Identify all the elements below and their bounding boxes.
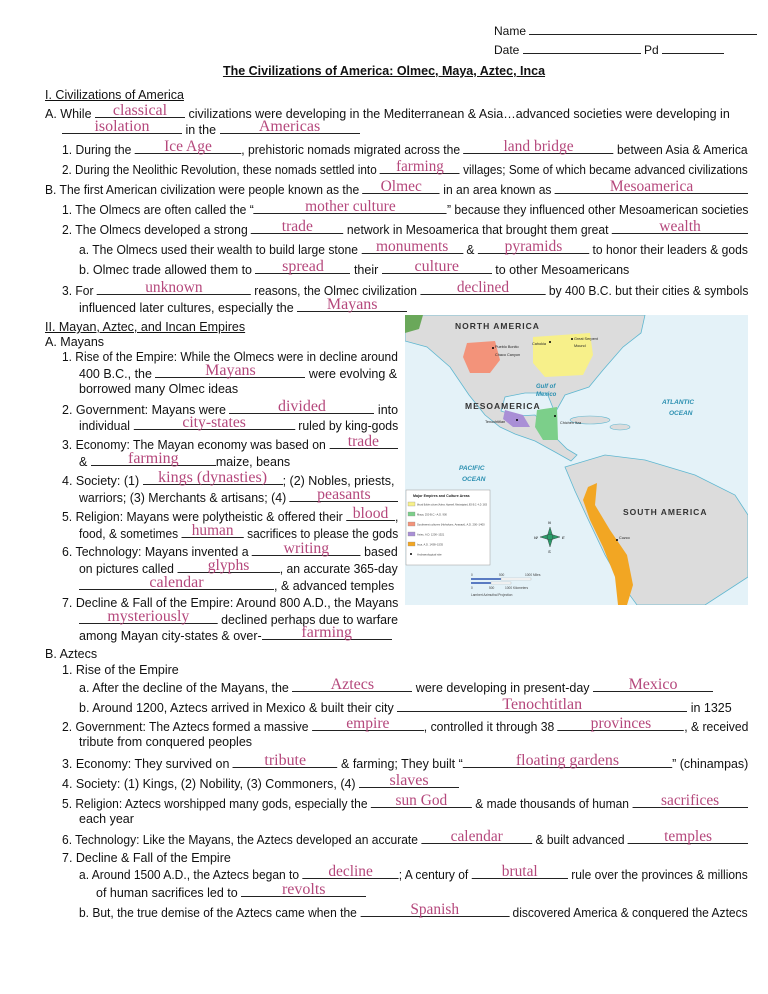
handwritten-answer: Ice Age <box>164 138 212 155</box>
answer-blank[interactable] <box>302 863 398 880</box>
line-text: B. The first American civilization were people known as the <box>45 183 363 197</box>
compass-n: N <box>548 520 551 525</box>
line-text: II. Mayan, Aztec, and Incan Empires <box>45 320 246 334</box>
handwritten-answer: Mayans <box>205 362 256 379</box>
legend-label: Aztec, A.D. 1200–1521 <box>417 533 444 537</box>
label-atlantic: OCEAN <box>669 410 693 417</box>
handwritten-answer: kings (dynasties) <box>158 469 268 486</box>
site-great-serpent: Great Serpent <box>574 337 598 341</box>
worksheet-line <box>62 279 749 298</box>
date-label: Date <box>494 43 520 57</box>
legend-swatch <box>408 512 415 516</box>
worksheet-line <box>79 296 407 315</box>
site-chichen-itza: Chichen Itza <box>560 421 582 425</box>
line-text: were evolving & <box>305 367 398 381</box>
handwritten-answer: peasants <box>317 486 371 503</box>
handwritten-answer: trade <box>281 218 313 235</box>
handwritten-answer: unknown <box>145 279 203 296</box>
line-text: ruled by king-gods <box>294 419 399 433</box>
line-text: ; A century of <box>398 868 472 882</box>
label-south-america: SOUTH AMERICA <box>623 507 708 517</box>
section-heading <box>45 320 245 334</box>
handwritten-answer: spread <box>282 258 324 275</box>
worksheet-line <box>79 624 392 643</box>
line-text: ; (2) Nobles, priests, <box>282 474 395 488</box>
answer-blank[interactable] <box>463 138 613 155</box>
handwritten-answer: isolation <box>94 118 150 135</box>
handwritten-answer: monuments <box>375 238 449 255</box>
line-text: A. While <box>45 107 96 121</box>
handwritten-answer: Mesoamerica <box>609 178 694 195</box>
answer-blank[interactable] <box>255 258 350 275</box>
compass-w: W <box>534 535 538 540</box>
worksheet-line <box>62 772 459 791</box>
line-text: 4. Society: (1) Kings, (2) Nobility, (3) Commoners, (4) <box>62 777 360 791</box>
answer-blank[interactable] <box>632 792 747 809</box>
line-text: 6. Technology: Like the Mayans, the Aztecs developed an accurate <box>62 833 422 847</box>
line-text: into <box>374 403 399 417</box>
worksheet-line <box>62 715 749 734</box>
page-title: The Civilizations of America: Olmec, Maya, Aztec, Inca <box>222 64 546 78</box>
line-text: sacrifices to please the gods <box>243 527 399 541</box>
handwritten-answer: mother culture <box>305 198 396 215</box>
worksheet-line <box>62 792 748 811</box>
line-text: B. Aztecs <box>45 647 98 661</box>
line-text: , & received <box>684 720 749 734</box>
line-text: influenced later cultures, especially the <box>79 301 298 315</box>
line-text: & made thousands of human <box>471 797 633 811</box>
handwritten-answer: farming <box>301 624 353 641</box>
answer-blank[interactable] <box>262 624 392 641</box>
pd-blank[interactable] <box>662 42 724 54</box>
handwritten-answer: sun God <box>395 792 448 809</box>
label-north-america: NORTH AMERICA <box>455 321 540 331</box>
name-field[interactable] <box>494 23 757 38</box>
scale-label: 500 <box>489 586 495 590</box>
compass-e: E <box>562 535 565 540</box>
americas-map <box>405 315 748 605</box>
handwritten-answer: declined <box>456 279 510 296</box>
answer-blank[interactable] <box>292 676 412 693</box>
answer-blank[interactable] <box>360 901 509 918</box>
line-text: , & advanced temples <box>274 579 395 593</box>
site-great-serpent: Mound <box>574 344 586 348</box>
handwritten-answer: writing <box>283 540 330 557</box>
worksheet-line <box>62 752 749 771</box>
legend-label: Mound Builder cultures (Adena, Hopewell, Mississippian), 800 B.C.–A.D. 1500 <box>417 503 507 507</box>
label-mesoamerica: MESOAMERICA <box>465 401 541 411</box>
name-label: Name <box>494 24 527 38</box>
handwritten-answer: temples <box>664 828 713 845</box>
line-text: food, & sometimes <box>79 527 182 541</box>
line-text: , prehistoric nomads migrated across the <box>241 143 464 157</box>
worksheet-line <box>79 696 732 715</box>
line-text: maize, beans <box>215 455 291 469</box>
line-text: 1. The Olmecs are often called the “ <box>62 203 254 217</box>
line-text: were developing in present-day <box>412 681 593 695</box>
worksheet-line <box>62 663 179 677</box>
handwritten-answer: farming <box>396 158 444 175</box>
legend-swatch <box>408 522 415 526</box>
label-pacific: OCEAN <box>462 476 486 483</box>
answer-blank[interactable] <box>143 469 283 486</box>
answer-blank[interactable] <box>382 258 492 275</box>
answer-blank[interactable] <box>558 715 684 732</box>
line-text: a. After the decline of the Mayans, the <box>79 681 293 695</box>
answer-blank[interactable] <box>177 557 279 574</box>
worksheet-line <box>45 647 97 661</box>
line-text: , controlled it through 38 <box>423 720 558 734</box>
line-text: A. Mayans <box>45 335 105 349</box>
answer-blank[interactable] <box>421 828 532 845</box>
line-text: rule over the provinces & millions <box>567 868 748 882</box>
line-text: civilizations were developing in the Mediterranean & Asia…advanced societies were developing in <box>185 107 730 121</box>
line-text: their <box>350 263 382 277</box>
answer-blank[interactable] <box>155 362 305 379</box>
answer-blank[interactable] <box>290 486 399 503</box>
handwritten-answer: provinces <box>590 715 652 732</box>
worksheet-line <box>79 382 238 396</box>
legend-label: Archaeological site <box>417 553 439 557</box>
answer-blank[interactable] <box>95 102 185 119</box>
section-heading <box>45 88 184 102</box>
line-text: tribute from conquered peoples <box>79 735 253 749</box>
answer-blank[interactable] <box>612 218 748 235</box>
line-text: & <box>462 243 478 257</box>
line-text: 1. Rise of the Empire: While the Olmecs were in decline around <box>62 350 398 364</box>
handwritten-answer: revolts <box>281 881 326 898</box>
answer-blank[interactable] <box>593 676 713 693</box>
worksheet-line <box>62 218 748 237</box>
answer-blank[interactable] <box>220 118 360 135</box>
line-text: 5. Religion: Aztecs worshipped many gods, especially the <box>62 797 371 811</box>
answer-blank[interactable] <box>241 881 366 898</box>
legend-swatch <box>408 532 415 536</box>
worksheet-line <box>79 676 713 695</box>
line-text: among Mayan city-states & over- <box>79 629 262 643</box>
line-text: & built advanced <box>532 833 628 847</box>
worksheet-line <box>79 557 398 576</box>
line-text: 5. Religion: Mayans were polytheistic & offered their <box>62 510 347 524</box>
answer-blank[interactable] <box>371 792 472 809</box>
worksheet-line <box>45 335 104 349</box>
caribbean-island <box>610 424 630 430</box>
line-text: I. Civilizations of America <box>45 88 184 102</box>
line-text: 2. Government: Mayans were <box>62 403 230 417</box>
line-text: to other Mesoamericans <box>491 263 630 277</box>
line-text: & <box>79 455 91 469</box>
worksheet-line <box>79 258 630 277</box>
answer-blank[interactable] <box>346 505 395 522</box>
line-text: based <box>360 545 398 559</box>
legend-swatch <box>410 553 412 555</box>
legend-label: Inca, A.D. 1438–1535 <box>417 543 442 547</box>
handwritten-answer: glyphs <box>207 557 250 574</box>
line-text: on pictures called <box>79 562 178 576</box>
line-text: 7. Decline & Fall of the Empire: Around 800 A.D., the Mayans <box>62 596 399 610</box>
handwritten-answer: mysteriously <box>107 608 190 625</box>
answer-blank[interactable] <box>555 178 748 195</box>
line-text: a. The Olmecs used their wealth to build large stone <box>79 243 362 257</box>
line-text: 1. Rise of the Empire <box>62 663 179 677</box>
site-marker <box>516 419 518 421</box>
handwritten-answer: farming <box>127 450 179 467</box>
line-text: to honor their leaders & gods <box>589 243 748 257</box>
handwritten-answer: empire <box>346 715 390 732</box>
projection-label: Lambert Azimuthal Projection <box>471 593 513 597</box>
handwritten-answer: floating gardens <box>515 752 620 769</box>
legend-swatch <box>408 542 415 546</box>
worksheet-line <box>79 901 748 920</box>
line-text: , an accurate 365-day <box>279 562 398 576</box>
handwritten-answer: Mexico <box>628 676 678 693</box>
answer-blank[interactable] <box>478 238 589 255</box>
handwritten-answer: decline <box>328 863 373 880</box>
handwritten-answer: Spanish <box>410 901 460 918</box>
label-gulf: Mexico <box>536 392 557 398</box>
answer-blank[interactable] <box>62 118 182 135</box>
line-text: 3. For <box>62 284 97 298</box>
handwritten-answer: Tenochtitlan <box>502 696 583 713</box>
handwritten-answer: slaves <box>389 772 429 789</box>
site-pueblo-bonito: Pueblo Bonito <box>495 345 519 349</box>
line-text: b. But, the true demise of the Aztecs came when the <box>79 906 361 920</box>
line-text: 2. During the Neolithic Revolution, these nomads settled into <box>62 163 380 177</box>
legend-label: Maya, 250 B.C.–A.D. 900 <box>417 513 447 517</box>
line-text: ” because they influenced other Mesoamerican societies <box>447 203 749 217</box>
line-text: declined perhaps due to warfare <box>217 613 399 627</box>
date-field[interactable] <box>494 42 724 57</box>
line-text: 4. Society: (1) <box>62 474 143 488</box>
site-marker <box>571 338 573 340</box>
worksheet-line <box>79 238 748 257</box>
answer-blank[interactable] <box>361 238 463 255</box>
site-marker <box>492 347 494 349</box>
handwritten-answer: calendar <box>149 574 204 591</box>
answer-blank[interactable] <box>135 138 242 155</box>
line-text: individual <box>79 419 134 433</box>
answer-blank[interactable] <box>463 752 672 769</box>
handwritten-answer: culture <box>414 258 459 275</box>
map-legend <box>406 490 507 565</box>
worksheet-line <box>62 118 360 137</box>
handwritten-answer: city-states <box>182 414 246 431</box>
line-text: each year <box>79 812 134 826</box>
handwritten-answer: Mayans <box>326 296 378 313</box>
line-text: between Asia & America <box>613 143 748 157</box>
answer-blank[interactable] <box>254 198 447 215</box>
worksheet-line <box>79 522 399 541</box>
compass-s: S <box>548 549 551 554</box>
worksheet-line <box>62 138 748 157</box>
line-text: & farming; They built “ <box>337 757 463 771</box>
line-text: warriors; (3) Merchants & artisans; (4) <box>79 491 290 505</box>
line-text: 7. Decline & Fall of the Empire <box>62 851 231 865</box>
worksheet-line <box>79 450 291 469</box>
answer-blank[interactable] <box>359 772 459 789</box>
answer-blank[interactable] <box>91 450 216 467</box>
worksheet-line <box>79 414 399 433</box>
worksheet-line <box>62 158 748 177</box>
worksheet-line <box>96 881 366 900</box>
label-pacific: PACIFIC <box>459 465 485 472</box>
line-text: borrowed many Olmec ideas <box>79 382 239 396</box>
handwritten-answer: pyramids <box>504 238 563 255</box>
answer-blank[interactable] <box>182 522 244 539</box>
line-text: of human sacrifices led to <box>96 886 242 900</box>
worksheet-line <box>62 433 398 452</box>
date-blank[interactable] <box>523 42 641 54</box>
worksheet-line <box>79 863 748 882</box>
scale-label: 0 <box>471 573 473 577</box>
site-chaco-canyon: Chaco Canyon <box>495 353 521 357</box>
worksheet-line <box>79 486 398 505</box>
handwritten-answer: Olmec <box>380 178 422 195</box>
line-text: by 400 B.C. but their cities & symbols <box>545 284 749 298</box>
legend-title: Major Empires and Culture Areas <box>413 494 470 498</box>
line-text: discovered America & conquered the Aztecs <box>509 906 748 920</box>
pd-label: Pd <box>644 43 659 57</box>
site-cuzco: Cuzco <box>619 536 630 540</box>
line-text: , <box>394 510 399 524</box>
worksheet-line <box>79 362 398 381</box>
answer-blank[interactable] <box>380 158 460 175</box>
site-marker <box>554 415 556 417</box>
line-text: 6. Technology: Mayans invented a <box>62 545 253 559</box>
answer-blank[interactable] <box>363 178 440 195</box>
line-text: 400 B.C., the <box>79 367 156 381</box>
handwritten-answer: human <box>191 522 234 539</box>
line-text: reasons, the Olmec civilization <box>250 284 421 298</box>
site-marker <box>616 539 618 541</box>
line-text: b. Olmec trade allowed them to <box>79 263 256 277</box>
worksheet-line <box>62 828 748 847</box>
line-text: 2. The Olmecs developed a strong <box>62 223 252 237</box>
handwritten-answer: brutal <box>501 863 538 880</box>
worksheet-line <box>79 812 134 826</box>
handwritten-answer: classical <box>112 102 168 119</box>
answer-blank[interactable] <box>133 414 294 431</box>
scale-label: 0 <box>471 586 473 590</box>
line-text: a. Around 1500 A.D., the Aztecs began to <box>79 868 303 882</box>
line-text: 3. Economy: The Mayan economy was based on <box>62 438 330 452</box>
handwritten-answer: land bridge <box>503 138 574 155</box>
scale-label: 500 <box>499 573 505 577</box>
line-text: in an area known as <box>439 183 555 197</box>
site-cahokia: Cahokia <box>532 342 546 346</box>
answer-blank[interactable] <box>297 296 407 313</box>
answer-blank[interactable] <box>233 752 338 769</box>
answer-blank[interactable] <box>79 608 218 625</box>
line-text: in the <box>182 123 220 137</box>
scale-label: 1000 Miles <box>525 573 541 577</box>
answer-blank[interactable] <box>251 218 343 235</box>
site-tenochtitlan: Tenochtitlan <box>485 420 506 424</box>
worksheet-line <box>62 198 749 217</box>
answer-blank[interactable] <box>420 279 545 296</box>
label-gulf: Gulf of <box>536 384 556 390</box>
answer-blank[interactable] <box>97 279 251 296</box>
handwritten-answer: divided <box>277 398 326 415</box>
line-text: ” (chinampas) <box>672 757 749 771</box>
label-atlantic: ATLANTIC <box>662 399 695 406</box>
handwritten-answer: Aztecs <box>330 676 375 693</box>
name-blank[interactable] <box>529 23 757 35</box>
line-text: network in Mesoamerica that brought them great <box>343 223 612 237</box>
worksheet-line <box>79 574 395 593</box>
handwritten-answer: blood <box>352 505 389 522</box>
line-text: villages; Some of which became advanced civilizations <box>459 163 748 177</box>
answer-blank[interactable] <box>628 828 748 845</box>
site-marker <box>549 341 551 343</box>
answer-blank[interactable] <box>229 398 374 415</box>
scale-label: 1000 Kilometers <box>505 586 529 590</box>
answer-blank[interactable] <box>252 540 361 557</box>
line-text: in 1325 <box>687 701 732 715</box>
answer-blank[interactable] <box>329 433 397 450</box>
handwritten-answer: tribute <box>264 752 307 769</box>
handwritten-answer: calendar <box>450 828 503 845</box>
line-text: 1. During the <box>62 143 135 157</box>
answer-blank[interactable] <box>79 574 274 591</box>
answer-blank[interactable] <box>472 863 568 880</box>
handwritten-answer: sacrifices <box>661 792 720 809</box>
legend-swatch <box>408 502 415 506</box>
handwritten-answer: Americas <box>258 118 321 135</box>
answer-blank[interactable] <box>312 715 424 732</box>
line-text: 2. Government: The Aztecs formed a massive <box>62 720 312 734</box>
worksheet-line <box>62 851 231 865</box>
line-text: b. Around 1200, Aztecs arrived in Mexico & built their city <box>79 701 398 715</box>
answer-blank[interactable] <box>397 696 687 713</box>
line-text: 3. Economy: They survived on <box>62 757 233 771</box>
worksheet-line <box>79 735 252 749</box>
legend-label: Southwest cultures (Hohokam, Anasazi), A.D. 200–1400 <box>417 523 482 527</box>
handwritten-answer: wealth <box>659 218 701 235</box>
worksheet-line <box>45 178 748 197</box>
handwritten-answer: trade <box>347 433 379 450</box>
